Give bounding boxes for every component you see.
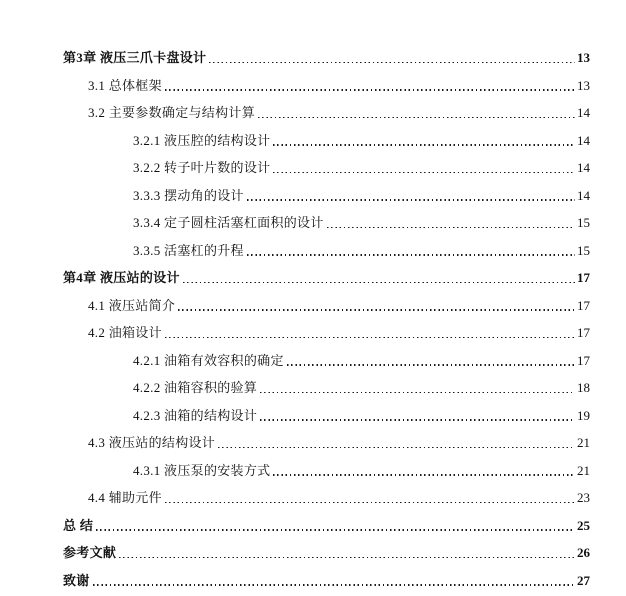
- toc-entry-title: 3.3.4 定子圆柱活塞杠面积的设计: [133, 215, 324, 230]
- toc-page-number: 25: [577, 517, 590, 533]
- toc-page-number: 14: [577, 187, 590, 203]
- dotted-leader: [183, 282, 575, 284]
- toc-entry-title: 4.4 辅助元件: [88, 490, 162, 505]
- dotted-leader: [96, 529, 575, 531]
- dotted-leader: [273, 144, 575, 146]
- toc-entry-title: 第3章 液压三爪卡盘设计: [63, 50, 207, 65]
- dotted-leader: [218, 447, 575, 449]
- toc-entry[interactable]: [63, 567, 590, 595]
- toc-entry-title: 4.1 液压站简介: [88, 297, 176, 313]
- toc-entry-title: 4.2.2 油箱容积的验算: [133, 380, 258, 395]
- dotted-leader: [165, 89, 575, 91]
- toc-entry-title: 3.2.1 液压腔的结构设计: [133, 132, 271, 148]
- toc-entry-title: 4.3 液压站的结构设计: [88, 435, 216, 450]
- toc-entry[interactable]: [63, 182, 590, 210]
- toc-entry[interactable]: [63, 484, 590, 512]
- toc-page-number: 13: [577, 50, 590, 65]
- dotted-leader: [247, 199, 575, 201]
- dotted-leader: [165, 337, 575, 339]
- toc-page-number: 17: [577, 325, 590, 340]
- dotted-leader: [287, 364, 575, 366]
- dotted-leader: [93, 584, 575, 586]
- toc-entry[interactable]: [63, 154, 590, 182]
- toc-list: [63, 44, 590, 594]
- toc-entry[interactable]: [63, 237, 590, 265]
- toc-entry[interactable]: [63, 347, 590, 375]
- toc-page-number: 14: [577, 160, 590, 175]
- toc-entry-title: 4.3.1 液压泵的安装方式: [133, 462, 271, 478]
- toc-entry[interactable]: [63, 44, 590, 72]
- dotted-leader: [119, 557, 575, 559]
- toc-entry-title: 3.2.2 转子叶片数的设计: [133, 160, 271, 175]
- toc-page-number: 14: [577, 132, 590, 148]
- toc-entry[interactable]: [63, 374, 590, 402]
- dotted-leader: [273, 474, 575, 476]
- toc-entry[interactable]: [63, 127, 590, 155]
- toc-entry-title: 4.2.3 油箱的结构设计: [133, 407, 258, 423]
- toc-page-number: 23: [577, 490, 590, 505]
- toc-entry[interactable]: [63, 292, 590, 320]
- toc-entry-title: 3.3.5 活塞杠的升程: [133, 242, 244, 258]
- toc-entry-title: 3.2 主要参数确定与结构计算: [88, 105, 255, 120]
- toc-page-number: 13: [577, 77, 590, 93]
- dotted-leader: [260, 419, 575, 421]
- toc-page-number: 14: [577, 105, 590, 120]
- dotted-leader: [260, 392, 575, 394]
- toc-page-number: 26: [577, 545, 590, 560]
- toc-page-number: 17: [577, 297, 590, 313]
- toc-page-number: 21: [577, 462, 590, 478]
- dotted-leader: [258, 117, 575, 119]
- toc-page-number: 18: [577, 380, 590, 395]
- toc-page-number: 27: [577, 572, 590, 588]
- toc-entry-title: 致谢: [63, 572, 90, 588]
- toc-entry[interactable]: [63, 319, 590, 347]
- toc-entry[interactable]: [63, 209, 590, 237]
- toc-page-number: 21: [577, 435, 590, 450]
- toc-page-number: 17: [577, 352, 590, 368]
- dotted-leader: [209, 62, 575, 64]
- dotted-leader: [247, 254, 575, 256]
- dotted-leader: [165, 502, 575, 504]
- toc-entry-title: 总 结: [63, 517, 94, 533]
- toc-entry-title: 3.1 总体框架: [88, 77, 162, 93]
- toc-page-number: 15: [577, 242, 590, 258]
- toc-page-number: 15: [577, 215, 590, 230]
- toc-page-number: 19: [577, 407, 590, 423]
- toc-entry-title: 第4章 液压站的设计: [63, 270, 180, 285]
- toc-entry-title: 参考文献: [63, 545, 117, 560]
- toc-entry-title: 4.2.1 油箱有效容积的确定: [133, 352, 284, 368]
- dotted-leader: [273, 172, 575, 174]
- dotted-leader: [327, 227, 575, 229]
- toc-page-number: 17: [577, 270, 590, 285]
- toc-entry[interactable]: [63, 512, 590, 540]
- toc-entry[interactable]: [63, 99, 590, 127]
- toc-entry[interactable]: [63, 264, 590, 292]
- dotted-leader: [178, 309, 575, 311]
- toc-entry-title: 3.3.3 摆动角的设计: [133, 187, 244, 203]
- toc-entry[interactable]: [63, 429, 590, 457]
- toc-entry[interactable]: [63, 402, 590, 430]
- toc-entry[interactable]: [63, 457, 590, 485]
- toc-entry[interactable]: [63, 72, 590, 100]
- toc-entry[interactable]: [63, 539, 590, 567]
- toc-entry-title: 4.2 油箱设计: [88, 325, 162, 340]
